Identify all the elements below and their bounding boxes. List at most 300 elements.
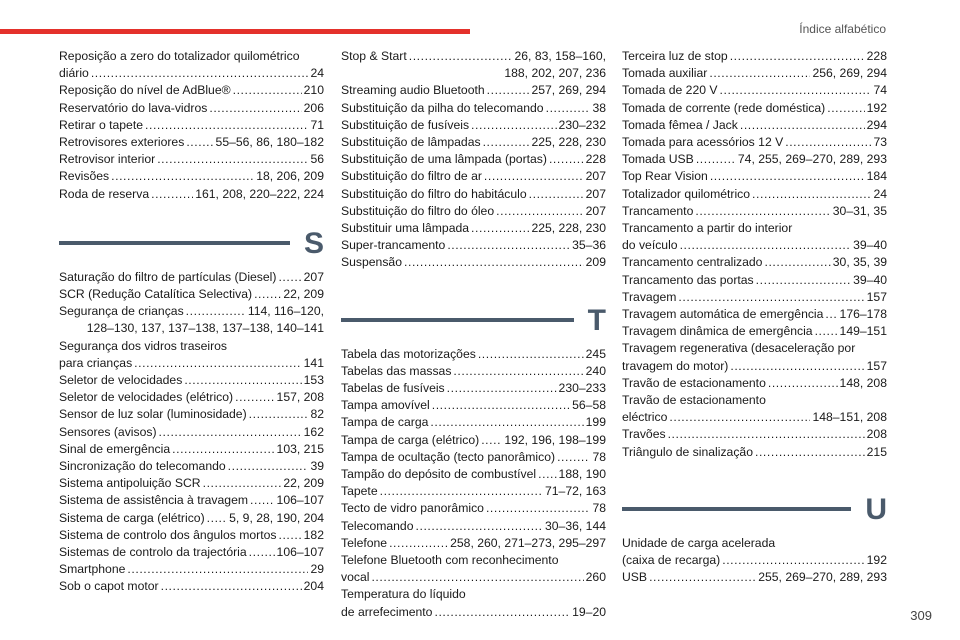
index-entry-pages: 22, 209 bbox=[283, 287, 324, 302]
index-entry-pages: 18, 206, 209 bbox=[256, 169, 324, 184]
index-entry bbox=[59, 303, 324, 337]
index-entry-term: Sinal de emergência bbox=[59, 441, 171, 456]
leader-dots bbox=[549, 151, 584, 168]
index-entry-line bbox=[622, 289, 887, 306]
index-entry-line bbox=[622, 426, 887, 443]
index-entry-line bbox=[341, 220, 606, 237]
index-entry-pages: 35–36 bbox=[572, 238, 606, 253]
index-entry bbox=[341, 380, 606, 397]
index-entry-pages: 148–151, 208 bbox=[812, 410, 887, 425]
index-entry-line bbox=[341, 380, 606, 397]
index-entry bbox=[59, 134, 324, 151]
index-entry-term: diário bbox=[59, 66, 89, 81]
index-entry bbox=[59, 424, 324, 441]
index-entry bbox=[341, 414, 606, 431]
index-entry-pages: 71 bbox=[310, 117, 324, 132]
index-entry-line bbox=[341, 168, 606, 185]
index-entry-line bbox=[341, 186, 606, 203]
index-entry-line bbox=[59, 303, 324, 320]
index-entry-line bbox=[341, 604, 606, 621]
index-entry-line bbox=[622, 254, 887, 271]
index-entry-term: Tabela das motorizações bbox=[341, 346, 476, 361]
index-entry bbox=[341, 466, 606, 483]
index-entry-line bbox=[341, 432, 606, 449]
index-entry bbox=[59, 475, 324, 492]
index-entry-line bbox=[59, 492, 324, 509]
index-entry bbox=[59, 561, 324, 578]
index-entry-line bbox=[622, 65, 887, 82]
index-entry-pages: 56 bbox=[310, 152, 324, 167]
section-rule bbox=[59, 241, 290, 245]
index-entry-pages: 78 bbox=[592, 501, 606, 516]
index-entry-term: Tampa amovível bbox=[341, 398, 430, 413]
section-rule bbox=[341, 318, 574, 322]
index-entry-line bbox=[622, 358, 887, 375]
index-entry-line bbox=[59, 389, 324, 406]
index-entry-pages: 103, 215 bbox=[276, 441, 324, 456]
leader-dots bbox=[278, 527, 301, 544]
index-entry bbox=[59, 492, 324, 509]
index-entry bbox=[341, 500, 606, 517]
index-entry-pages: 106–107 bbox=[276, 493, 324, 508]
index-entry-pages: 184 bbox=[866, 169, 887, 184]
index-entry-pages: 30, 35, 39 bbox=[832, 255, 887, 270]
index-entry-pages: 38 bbox=[592, 100, 606, 115]
index-entry-term-line: Travão de estacionamento bbox=[622, 393, 766, 408]
index-entry-line bbox=[59, 286, 324, 303]
index-entry-pages: 208 bbox=[866, 427, 887, 442]
index-entry bbox=[341, 586, 606, 620]
leader-dots bbox=[453, 363, 583, 380]
index-entry-pages: 162 bbox=[303, 424, 324, 439]
index-entry-line bbox=[622, 134, 887, 151]
index-entry-line bbox=[341, 569, 606, 586]
index-entry-line bbox=[341, 151, 606, 168]
index-entry-pages: 206 bbox=[303, 100, 324, 115]
index-entry bbox=[59, 578, 324, 595]
leader-dots bbox=[203, 475, 282, 492]
index-entry-line bbox=[622, 203, 887, 220]
leader-dots bbox=[483, 134, 530, 151]
leader-dots bbox=[755, 444, 865, 461]
index-column-1 bbox=[59, 48, 324, 596]
leader-dots bbox=[111, 168, 254, 185]
index-entry bbox=[59, 100, 324, 117]
section-header-s bbox=[59, 225, 324, 259]
index-entry bbox=[59, 544, 324, 561]
index-entry-term: Telefone bbox=[341, 535, 388, 550]
index-entry-term: Travagem dinâmica de emergência bbox=[622, 324, 813, 339]
index-entry-line bbox=[341, 254, 606, 271]
index-entry-line bbox=[59, 424, 324, 441]
index-entry-pages: 192, 196, 198–199 bbox=[504, 432, 606, 447]
index-entry-line bbox=[59, 458, 324, 475]
index-entry-term: do veículo bbox=[622, 238, 678, 253]
index-entry-term: Tomada USB bbox=[622, 152, 694, 167]
index-entry-term: Tampão do depósito de combustível bbox=[341, 467, 537, 482]
index-entry-line bbox=[622, 552, 887, 569]
index-entry-pages: 209 bbox=[585, 255, 606, 270]
index-entry bbox=[59, 389, 324, 406]
index-entry-term: Suspensão bbox=[341, 255, 402, 270]
index-entry bbox=[59, 286, 324, 303]
index-entry bbox=[341, 134, 606, 151]
index-entry-pages: 19–20 bbox=[572, 604, 606, 619]
index-entry-pages: 55–56, 86, 180–182 bbox=[215, 135, 324, 150]
index-entry-pages: 82 bbox=[310, 407, 324, 422]
index-entry-pages: 29 bbox=[310, 562, 324, 577]
leader-dots bbox=[481, 432, 502, 449]
leader-dots bbox=[172, 441, 274, 458]
index-entry-term: Substituição do filtro de ar bbox=[341, 169, 482, 184]
index-entry-term: Sob o capot motor bbox=[59, 579, 159, 594]
index-entry bbox=[341, 254, 606, 271]
index-entry-term: Retrovisores exteriores bbox=[59, 135, 185, 150]
index-entry-term-line: Temperatura do líquido bbox=[341, 587, 466, 602]
index-entry-term-line: Reposição a zero do totalizador quilométrico bbox=[59, 49, 300, 63]
index-entry-term: Trancamento centralizado bbox=[622, 255, 763, 270]
index-entry-line bbox=[622, 444, 887, 461]
index-entry bbox=[622, 340, 887, 374]
index-entry bbox=[341, 449, 606, 466]
index-entry-pages: 73 bbox=[873, 135, 887, 150]
leader-dots bbox=[827, 100, 864, 117]
leader-dots bbox=[669, 409, 810, 426]
index-entry-term: Tecto de vidro panorâmico bbox=[341, 501, 484, 516]
index-entry-line bbox=[622, 48, 887, 65]
leader-dots bbox=[91, 65, 309, 82]
index-entry-pages: 114, 116–120, bbox=[247, 304, 324, 319]
index-entry-term: eléctrico bbox=[622, 410, 668, 425]
index-entry-term: Sistemas de controlo da trajectória bbox=[59, 545, 247, 560]
index-entry-line bbox=[59, 441, 324, 458]
index-entry-pages: 153 bbox=[303, 373, 324, 388]
leader-dots bbox=[447, 237, 570, 254]
index-entry-pages: 188, 190 bbox=[558, 467, 606, 482]
index-entry-term: Sistema de assistência à travagem bbox=[59, 493, 248, 508]
leader-dots bbox=[127, 561, 308, 578]
index-entry bbox=[622, 220, 887, 254]
leader-dots bbox=[825, 306, 837, 323]
leader-dots bbox=[496, 203, 584, 220]
index-entry-term: Totalizador quilométrico bbox=[622, 186, 751, 201]
index-group-r bbox=[59, 48, 324, 203]
index-entry bbox=[59, 117, 324, 134]
index-entry-pages: 74 bbox=[873, 83, 887, 98]
index-entry-line bbox=[341, 48, 606, 65]
page-number: 309 bbox=[910, 608, 932, 623]
index-entry-term: Tomada de 220 V bbox=[622, 83, 718, 98]
index-entry-term: Substituição de lâmpadas bbox=[341, 135, 481, 150]
index-entry-line bbox=[622, 168, 887, 185]
leader-dots bbox=[730, 48, 865, 65]
index-entry-term: Substituição do filtro do habitáculo bbox=[341, 186, 527, 201]
index-group-t-cont bbox=[622, 48, 887, 461]
index-entry-term: de arrefecimento bbox=[341, 604, 433, 619]
index-entry-term: Travão de estacionamento bbox=[622, 375, 766, 390]
index-entry-line bbox=[59, 475, 324, 492]
index-entry bbox=[59, 168, 324, 185]
page-header-title: Índice alfabético bbox=[799, 22, 886, 36]
leader-dots bbox=[249, 544, 275, 561]
leader-dots bbox=[710, 168, 865, 185]
index-entry-line bbox=[341, 237, 606, 254]
index-entry bbox=[341, 100, 606, 117]
index-entry-term: Tomada fêmea / Jack bbox=[622, 117, 738, 132]
index-entry-pages: 157, 208 bbox=[276, 390, 324, 405]
index-entry-pages: 56–58 bbox=[572, 398, 606, 413]
index-entry bbox=[341, 237, 606, 254]
index-entry-term: Tabelas das massas bbox=[341, 363, 452, 378]
index-entry bbox=[59, 406, 324, 423]
index-entry bbox=[341, 535, 606, 552]
index-entry bbox=[341, 363, 606, 380]
leader-dots bbox=[785, 134, 871, 151]
index-entry-term: Trancamento das portas bbox=[622, 272, 754, 287]
index-entry-line bbox=[59, 168, 324, 185]
index-entry-line bbox=[341, 518, 606, 535]
index-entry-term: Tomada auxiliar bbox=[622, 66, 708, 81]
index-entry-term: Triângulo de sinalização bbox=[622, 444, 753, 459]
index-entry-line bbox=[59, 406, 324, 423]
index-entry bbox=[341, 397, 606, 414]
index-entry-line bbox=[59, 65, 324, 82]
index-entry-term: USB bbox=[622, 570, 648, 585]
index-entry-line bbox=[341, 535, 606, 552]
index-entry-pages: 215 bbox=[866, 444, 887, 459]
index-entry-line bbox=[622, 569, 887, 586]
index-group-u bbox=[622, 535, 887, 587]
index-entry-line bbox=[341, 414, 606, 431]
index-entry-pages: 256, 269, 294 bbox=[812, 66, 887, 81]
index-entry-line bbox=[59, 578, 324, 595]
leader-dots bbox=[720, 82, 872, 99]
index-entry-line bbox=[59, 134, 324, 151]
leader-dots bbox=[815, 323, 838, 340]
index-entry bbox=[341, 48, 606, 82]
index-entry-line bbox=[59, 561, 324, 578]
index-entry-pages: 71–72, 163 bbox=[545, 484, 606, 499]
leader-dots bbox=[209, 100, 301, 117]
index-entry bbox=[622, 82, 887, 99]
leader-dots bbox=[380, 483, 543, 500]
leader-dots bbox=[233, 82, 302, 99]
index-entry-pages: 39 bbox=[310, 459, 324, 474]
index-entry-term: Seletor de velocidades bbox=[59, 373, 183, 388]
index-entry-term: Substituição do filtro do óleo bbox=[341, 203, 495, 218]
index-entry bbox=[341, 203, 606, 220]
leader-dots bbox=[249, 406, 309, 423]
leader-dots bbox=[416, 518, 544, 535]
index-entry-line bbox=[59, 355, 324, 372]
index-entry-pages: 39–40 bbox=[853, 272, 887, 287]
index-entry-term: Saturação do filtro de partículas (Diesel) bbox=[59, 269, 277, 284]
index-entry bbox=[622, 168, 887, 185]
leader-dots bbox=[250, 492, 275, 509]
index-entry bbox=[59, 372, 324, 389]
index-entry bbox=[622, 100, 887, 117]
leader-dots bbox=[478, 346, 584, 363]
leader-dots bbox=[159, 424, 302, 441]
index-entry-pages: 207 bbox=[585, 186, 606, 201]
index-entry-term-line: Travagem regenerativa (desaceleração por bbox=[622, 341, 856, 356]
index-entry-pages: 161, 208, 220–222, 224 bbox=[195, 186, 324, 201]
leader-dots bbox=[151, 186, 193, 203]
index-entry bbox=[341, 168, 606, 185]
index-entry-term: Tampa de ocultação (tecto panorâmico) bbox=[341, 449, 556, 464]
index-entry-pages: 225, 228, 230 bbox=[531, 135, 606, 150]
index-entry-line bbox=[622, 186, 887, 203]
index-entry-line bbox=[341, 397, 606, 414]
index-entry-line bbox=[341, 100, 606, 117]
index-entry-pages: 30–36, 144 bbox=[545, 518, 606, 533]
section-letter-s: S bbox=[303, 226, 324, 260]
index-entry-line bbox=[59, 269, 324, 286]
leader-dots bbox=[695, 203, 830, 220]
index-entry-term: Trancamento bbox=[622, 203, 694, 218]
index-entry bbox=[59, 186, 324, 203]
index-entry-pages: 294 bbox=[866, 117, 887, 132]
index-entry-line bbox=[622, 237, 887, 254]
leader-dots bbox=[389, 535, 448, 552]
leader-dots bbox=[409, 48, 513, 65]
index-entry bbox=[622, 426, 887, 443]
index-entry-pages: 245 bbox=[585, 346, 606, 361]
index-entry bbox=[622, 306, 887, 323]
index-entry-term: Top Rear Vision bbox=[622, 169, 708, 184]
index-entry-pages: 255, 269–270, 289, 293 bbox=[758, 570, 887, 585]
leader-dots bbox=[471, 220, 529, 237]
index-entry bbox=[622, 375, 887, 392]
leader-dots bbox=[235, 389, 274, 406]
leader-dots bbox=[768, 375, 838, 392]
index-entry-term: Smartphone bbox=[59, 562, 126, 577]
index-entry-term: travagem do motor) bbox=[622, 358, 729, 373]
index-entry-line bbox=[59, 510, 324, 527]
index-entry-term: Substituição de uma lâmpada (portas) bbox=[341, 152, 547, 167]
index-entry-pages: 225, 228, 230 bbox=[531, 221, 606, 236]
leader-dots bbox=[404, 254, 584, 271]
index-entry bbox=[59, 441, 324, 458]
section-letter-u: U bbox=[865, 492, 887, 526]
index-entry-pages: 182 bbox=[303, 527, 324, 542]
leader-dots bbox=[434, 604, 570, 621]
leader-dots bbox=[161, 578, 302, 595]
index-entry bbox=[341, 483, 606, 500]
index-entry bbox=[59, 82, 324, 99]
index-group-t bbox=[341, 346, 606, 621]
index-entry-line bbox=[622, 117, 887, 134]
leader-dots bbox=[546, 100, 591, 117]
index-entry bbox=[59, 151, 324, 168]
leader-dots bbox=[730, 358, 864, 375]
index-entry-pages: 204 bbox=[303, 579, 324, 594]
index-entry-pages: 228 bbox=[866, 49, 887, 63]
index-entry-term: Tomada de corrente (rede doméstica) bbox=[622, 100, 826, 115]
index-entry-line bbox=[341, 500, 606, 517]
index-entry bbox=[622, 134, 887, 151]
index-entry-term: para crianças bbox=[59, 355, 133, 370]
leader-dots bbox=[471, 117, 557, 134]
index-entry-line bbox=[341, 134, 606, 151]
index-entry-line bbox=[59, 82, 324, 99]
index-entry-line bbox=[59, 544, 324, 561]
index-entry-term: Retrovisor interior bbox=[59, 152, 156, 167]
index-entry-pages-continued: 188, 202, 207, 236 bbox=[504, 66, 606, 81]
index-entry bbox=[622, 569, 887, 586]
index-entry-line bbox=[622, 100, 887, 117]
index-entry bbox=[622, 186, 887, 203]
leader-dots bbox=[484, 168, 584, 185]
index-entry-term: Sensor de luz solar (luminosidade) bbox=[59, 407, 247, 422]
index-entry-line bbox=[622, 82, 887, 99]
section-rule bbox=[622, 507, 851, 511]
index-entry-pages: 148, 208 bbox=[839, 375, 887, 390]
index-entry-term: Sistema de controlo dos ângulos mortos bbox=[59, 527, 277, 542]
index-entry-pages-continued: 128–130, 137, 137–138, 137–138, 140–141 bbox=[86, 321, 324, 336]
index-entry-line bbox=[622, 323, 887, 340]
index-entry-pages: 207 bbox=[303, 269, 324, 284]
index-entry bbox=[622, 117, 887, 134]
leader-dots bbox=[678, 289, 864, 306]
index-entry-pages: 5, 9, 28, 190, 204 bbox=[229, 510, 324, 525]
index-entry bbox=[622, 272, 887, 289]
leader-dots bbox=[134, 355, 301, 372]
index-column-2 bbox=[341, 48, 606, 621]
index-group-s bbox=[59, 269, 324, 596]
leader-dots bbox=[207, 510, 227, 527]
section-header-t bbox=[341, 302, 606, 336]
index-entry-term: Terceira luz de stop bbox=[622, 49, 728, 63]
index-entry-term: Travões bbox=[622, 427, 666, 442]
index-entry bbox=[622, 444, 887, 461]
index-entry-pages: 176–178 bbox=[839, 307, 887, 322]
index-entry bbox=[59, 338, 324, 372]
leader-dots bbox=[157, 151, 308, 168]
index-entry-pages: 258, 260, 271–273, 295–297 bbox=[450, 535, 606, 550]
index-entry-term: vocal bbox=[341, 570, 370, 585]
leader-dots bbox=[557, 449, 590, 466]
index-entry bbox=[341, 552, 606, 586]
index-entry-pages: 26, 83, 158–160, bbox=[514, 49, 606, 63]
index-entry bbox=[622, 65, 887, 82]
leader-dots bbox=[430, 414, 583, 431]
index-entry-line bbox=[59, 527, 324, 544]
index-entry-pages: 192 bbox=[866, 100, 887, 115]
index-entry-term: Substituir uma lâmpada bbox=[341, 221, 470, 236]
index-entry bbox=[341, 117, 606, 134]
index-entry-term: Super-trancamento bbox=[341, 238, 446, 253]
index-entry bbox=[341, 151, 606, 168]
leader-dots bbox=[184, 372, 301, 389]
index-entry-pages: 240 bbox=[585, 363, 606, 378]
index-entry-line bbox=[622, 409, 887, 426]
index-entry bbox=[341, 220, 606, 237]
leader-dots bbox=[447, 380, 557, 397]
leader-dots bbox=[278, 269, 301, 286]
index-entry-pages: 30–31, 35 bbox=[832, 203, 887, 218]
leader-dots bbox=[668, 426, 865, 443]
index-entry-term: Seletor de velocidades (elétrico) bbox=[59, 390, 234, 405]
index-entry-pages: 141 bbox=[303, 355, 324, 370]
index-entry bbox=[59, 527, 324, 544]
index-entry-term: Tampa de carga bbox=[341, 415, 429, 430]
index-entry-term: Retirar o tapete bbox=[59, 117, 144, 132]
index-entry-pages: 207 bbox=[585, 203, 606, 218]
index-entry-term: (caixa de recarga) bbox=[622, 553, 721, 568]
index-entry-term-line: Segurança dos vidros traseiros bbox=[59, 338, 228, 353]
leader-dots bbox=[145, 117, 308, 134]
